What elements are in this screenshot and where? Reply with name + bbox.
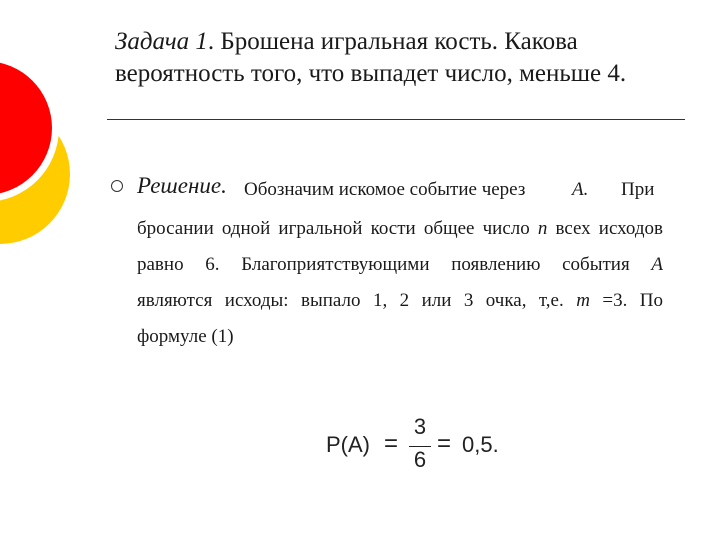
solution-line-4 xyxy=(137,289,663,313)
white-ring xyxy=(0,54,59,202)
solution-line-5: формуле (1) xyxy=(137,326,234,347)
event-symbol-a-2: A xyxy=(651,254,663,275)
solution-line-2 xyxy=(137,217,663,241)
solution-text-4a: являются исходы: выпало 1, 2 или 3 очка, т,е. xyxy=(137,290,577,311)
formula-equals-2: = xyxy=(437,430,452,457)
yellow-circle xyxy=(0,104,70,244)
symbol-m: m xyxy=(576,290,590,311)
formula-equals-1: = xyxy=(384,430,399,457)
solution-line-1 xyxy=(137,174,663,200)
solution-text-1a: Обозначим искомое событие через xyxy=(244,179,526,200)
solution-label: Решение. xyxy=(137,173,227,198)
formula-result: 0,5. xyxy=(462,432,499,457)
solution-text-2a: бросании одной игральной кости общее число xyxy=(137,218,538,239)
problem-label: Задача 1 xyxy=(115,28,208,55)
horizontal-divider xyxy=(107,119,685,120)
fraction-denominator: 6 xyxy=(413,447,427,472)
symbol-n: n xyxy=(537,218,548,239)
solution-text-3a: равно 6. Благоприятствующими появлению события xyxy=(137,254,652,275)
event-symbol-a: A. xyxy=(572,179,589,200)
problem-text-line1: . Брошена игральная кость. Какова xyxy=(207,28,578,55)
problem-statement xyxy=(115,26,675,90)
solution-text-4b: =3. По xyxy=(589,290,663,311)
solution-text-1b: При xyxy=(621,179,655,200)
fraction-numerator: 3 xyxy=(413,414,427,439)
solution-text-2b: всех исходов xyxy=(547,218,663,239)
solution-line-3 xyxy=(137,253,663,277)
formula-lhs: P(A) xyxy=(326,432,370,457)
red-circle xyxy=(0,61,52,195)
bullet-circle-icon xyxy=(111,180,123,192)
problem-text-line2: вероятность того, что выпадет число, меньше 4. xyxy=(115,60,627,87)
